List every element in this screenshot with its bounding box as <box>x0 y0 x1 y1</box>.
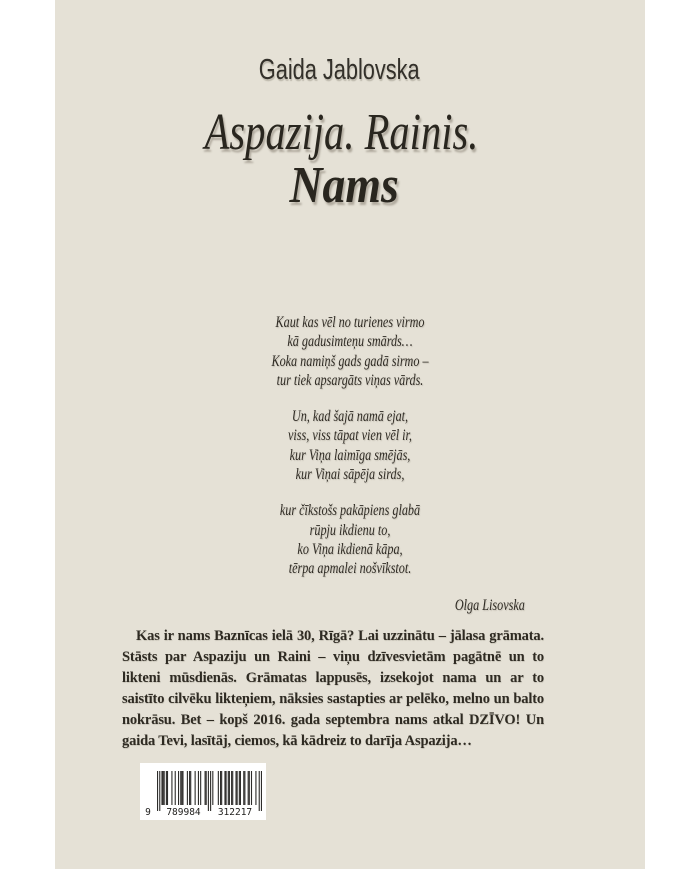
poem-line: ko Viņa ikdienā kāpa, <box>297 540 403 558</box>
book-title-line2-text: Nams <box>289 157 399 214</box>
poem-line: tērpa apmalei nošvīkstot. <box>288 560 412 578</box>
book-title-line2 <box>55 158 645 214</box>
book-title-line1 <box>55 105 645 161</box>
barcode-svg <box>140 763 266 820</box>
isbn-barcode <box>140 763 266 820</box>
book-title-line1-text: Aspazija. Rainis. <box>205 104 479 161</box>
cover-page <box>55 0 645 869</box>
author-name-text: Gaida Jablovska <box>258 54 420 86</box>
poem-stanza-2 <box>126 407 574 484</box>
poem-line: kur Viņai sāpēja sirds, <box>295 466 405 484</box>
poem-line: rūpju ikdienu to, <box>309 521 391 539</box>
barcode-digits: 789984 <box>166 807 201 818</box>
poem-line: kur Viņa laimīga smējās, <box>289 446 411 464</box>
poem-line: kā gadusimteņu smārds… <box>287 333 413 351</box>
poem-line: Kaut kas vēl no turienes virmo <box>275 314 425 331</box>
back-cover-blurb: Kas ir nams Baznīcas ielā 30, Rīgā? Lai uzzinātu – jālasa grāmata. Stāsts par Aspaziju un Raini – viņu dzīvesvietām pagātnē un to likteni mūsdienās. Grāmatas lappusēs, izsekojot nama un ar to saistīto cilvēku likteņiem, nāksies sastapties ar pelēko, melno un balto nokrāsu. Bet – kopš 2016. gada septembra nams atkal DZĪVO! Un gaida Tevi, lasītāj, ciemos, kā kādreiz to darīja Aspazija… <box>122 628 544 749</box>
poem-line: kur čīkstošs pakāpiens glabā <box>279 502 421 520</box>
author-name <box>55 52 645 88</box>
poem-line: tur tiek apsargāts viņas vārds. <box>276 371 424 389</box>
poem-line: viss, viss tāpat vien vēl ir, <box>288 427 412 445</box>
poem-line: Koka namiņš gads gadā sirmo – <box>271 352 429 370</box>
poem-attribution: Olga Lisovska <box>454 596 525 614</box>
poem-stanza-1 <box>126 313 574 390</box>
barcode-digits: 9 <box>145 807 151 818</box>
poem <box>126 313 574 615</box>
barcode-digits: 312217 <box>217 807 253 818</box>
poem-line: Un, kad šajā namā ejat, <box>291 408 409 426</box>
poem-stanza-3 <box>126 501 574 578</box>
